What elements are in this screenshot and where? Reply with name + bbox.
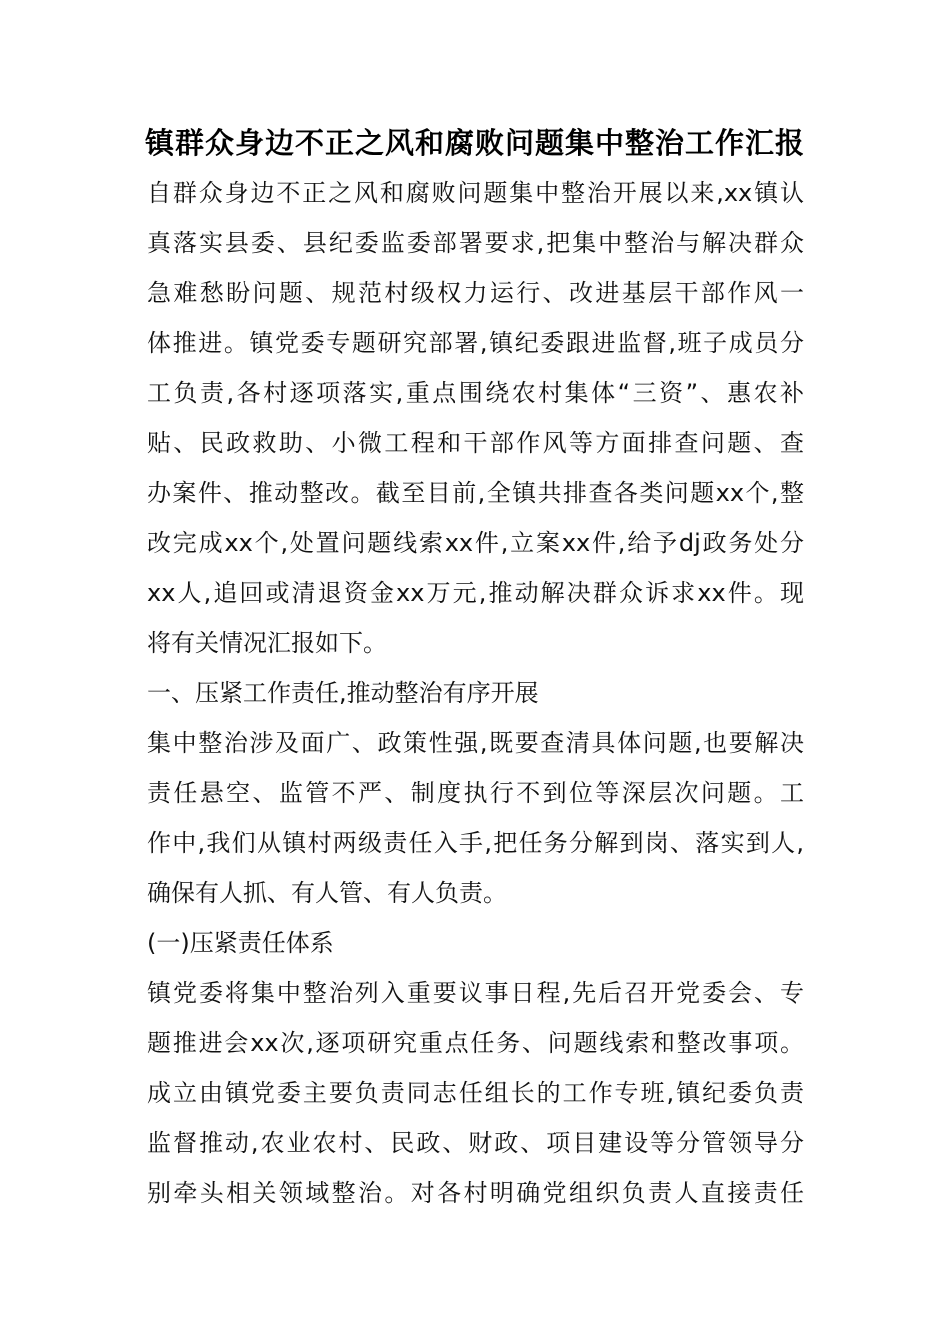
body-line: 真落实县委、县纪委监委部署要求,把集中整治与解决群众 [147,229,804,257]
body-line: 确保有人抓、有人管、有人负责。 [147,879,507,907]
body-line: 监督推动,农业农村、民政、财政、项目建设等分管领导分 [147,1129,804,1157]
body-line: 一、压紧工作责任,推动整治有序开展 [147,679,539,707]
body-line: 改完成xx个,处置问题线索xx件,立案xx件,给予dj政务处分 [147,529,804,557]
body-line: 将有关情况汇报如下。 [147,629,387,657]
body-line: 题推进会xx次,逐项研究重点任务、问题线索和整改事项。 [147,1029,804,1057]
body-line: 贴、民政救助、小微工程和干部作风等方面排查问题、查 [147,429,804,457]
body-line: 急难愁盼问题、规范村级权力运行、改进基层干部作风一 [147,279,804,307]
body-line: xx人,追回或清退资金xx万元,推动解决群众诉求xx件。现 [147,579,804,607]
body-line: 工负责,各村逐项落实,重点围绕农村集体“三资”、惠农补 [147,379,804,407]
body-line: 作中,我们从镇村两级责任入手,把任务分解到岗、落实到人, [147,829,804,857]
body-line: 镇党委将集中整治列入重要议事日程,先后召开党委会、专 [147,979,804,1007]
body-line: 自群众身边不正之风和腐败问题集中整治开展以来,xx镇认 [147,179,804,207]
body-line: 体推进。镇党委专题研究部署,镇纪委跟进监督,班子成员分 [147,329,804,357]
body-line: 集中整治涉及面广、政策性强,既要查清具体问题,也要解决 [147,729,804,757]
body-line: 成立由镇党委主要负责同志任组长的工作专班,镇纪委负责 [147,1079,804,1107]
body-line: (一)压紧责任体系 [147,929,334,957]
body-line: 办案件、推动整改。截至目前,全镇共排查各类问题xx个,整 [147,479,804,507]
body-line: 别牵头相关领域整治。对各村明确党组织负责人直接责任 [147,1179,804,1207]
body-line: 责任悬空、监管不严、制度执行不到位等深层次问题。工 [147,779,804,807]
document-title: 镇群众身边不正之风和腐败问题集中整治工作汇报 [144,126,805,160]
